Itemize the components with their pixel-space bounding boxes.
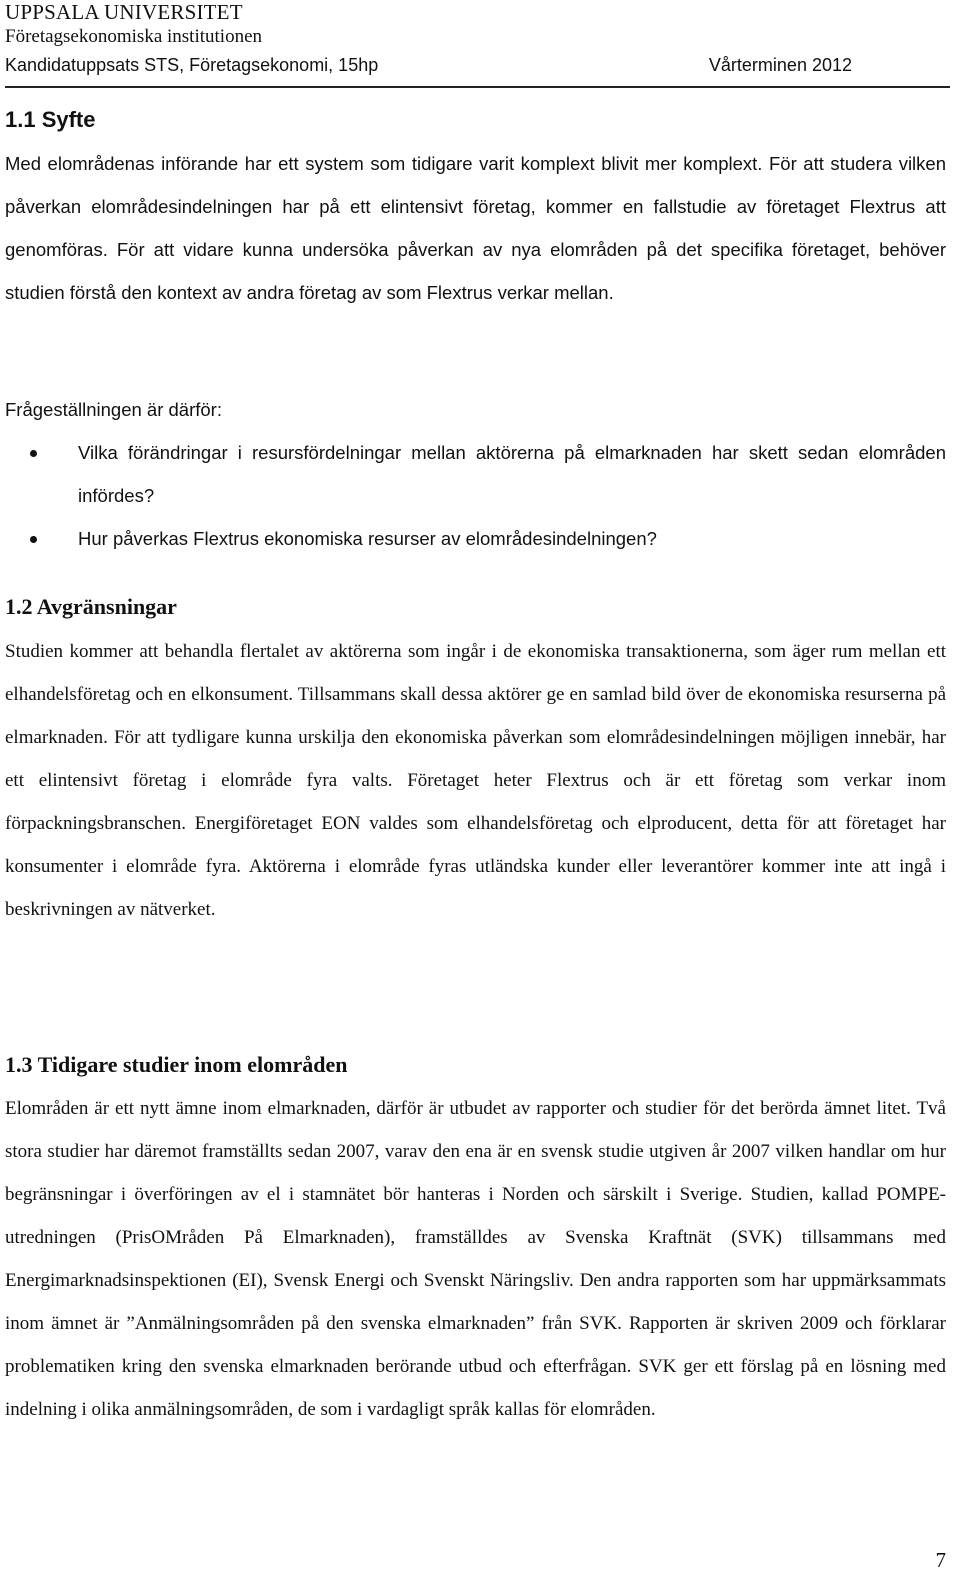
header-university: UPPSALA UNIVERSITET (5, 0, 243, 24)
header-course: Kandidatuppsats STS, Företagsekonomi, 15hp (5, 55, 379, 75)
header-term: Vårterminen 2012 (708, 55, 852, 75)
paragraph-avgransningar: Studien kommer att behandla flertalet av aktörerna som ingår i de ekonomiska transaktionerna, som äger rum mellan ett elhandelsföretag och en elkonsument. Tillsammans skall dessa aktörer ge en samlad bild över de ekonomiska resurserna på elmarknaden. För att tydligare kunna urskilja den ekonomiska påverkan som elområdesindelningen möjligen innebär, har ett elintensivt företag i elområde fyra valts. Företaget heter Flextrus och är ett företag som verkar inom förpackningsbranschen. Energiföretaget EON valdes som elhandelsföretag och elproducent, detta för att företaget har konsumenter i elområde fyra. Aktörerna i elområde fyras utländska kunder eller leverantörer kommer inte att ingå i beskrivningen av nätverket. (5, 641, 946, 920)
question-list (5, 431, 946, 560)
paragraph-syfte: Med elområdenas införande har ett system som tidigare varit komplext blivit mer komplext. För att studera vilken påverkan elområdesindelningen har på ett elintensivt företag, kommer en fallstudie av företaget Flextrus att genomföras. För att vidare kunna undersöka påverkan av nya elområden på det specifika företaget, behöver studien förstå den kontext av andra företag av som Flextrus verkar mellan. (5, 153, 946, 303)
paragraph-tidigare-studier: Elområden är ett nytt ämne inom elmarknaden, därför är utbudet av rapporter och studier för det berörda ämnet litet. Två stora studier har däremot framställts sedan 2007, varav den ena är en svensk studie utgiven år 2007 vilken handlar om hur begränsningar i överföringen av el i stamnätet bör hanteras i Norden och särskilt i Sverige. Studien, kallad POMPE-utredningen (PrisOMråden På Elmarknaden), framställdes av Svenska Kraftnät (SVK) tillsammans med Energimarknadsinspektionen (EI), Svensk Energi och Svenskt Näringsliv. Den andra rapporten som har uppmärksammats inom ämnet är ”Anmälningsområden på den svenska elmarknaden” från SVK. Rapporten är skriven 2009 och förklarar problematiken kring den svenska elmarknaden berörande utbud och efterfrågan. SVK ger ett förslag på en lösning med indelning i olika anmälningsområden, de som i vardagligt språk kallas för elområden. (5, 1098, 946, 1420)
bullet-icon (30, 450, 37, 457)
list-item (5, 431, 946, 517)
bullet-icon (30, 536, 37, 543)
header-institution: Företagsekonomiska institutionen (5, 26, 263, 47)
question-text: Vilka förändringar i resursfördelningar mellan aktörerna på elmarknaden har skett sedan elområden infördes? (78, 442, 946, 506)
heading-tidigare-studier: 1.3 Tidigare studier inom elområden (5, 1052, 348, 1077)
header-divider (5, 86, 950, 88)
page-number: 7 (935, 1548, 946, 1572)
question-intro: Frågeställningen är därför: (5, 399, 222, 420)
question-text: Hur påverkas Flextrus ekonomiska resurser av elområdesindelningen? (78, 528, 657, 549)
heading-syfte: 1.1 Syfte (5, 107, 96, 132)
list-item (5, 517, 946, 560)
heading-avgransningar: 1.2 Avgränsningar (5, 594, 177, 619)
